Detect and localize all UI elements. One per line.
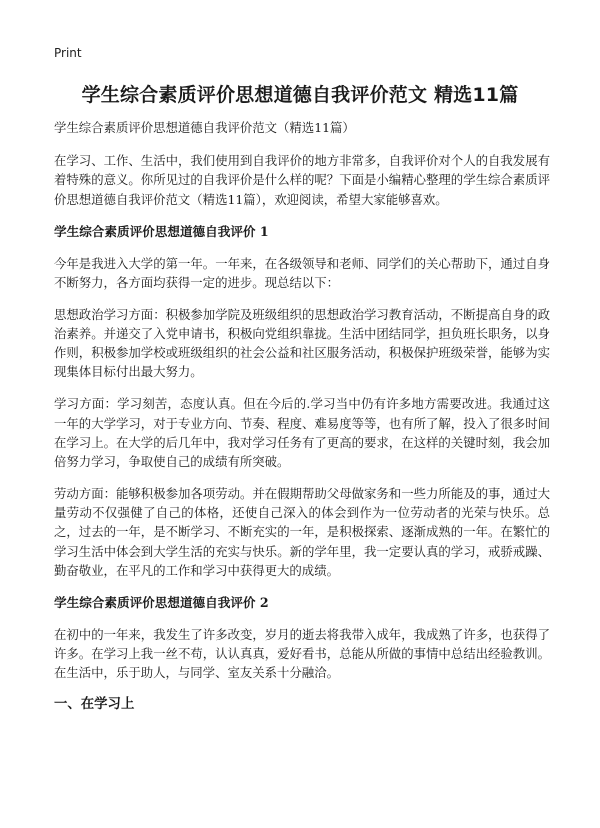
section-1-paragraph: 今年是我进入大学的第一年。一年来，在各级领导和老师、同学们的关心帮助下，通过自身不断努力，各方面均获得一定的进步。现总结以下： [54, 255, 550, 290]
section-1-heading: 学生综合素质评价思想道德自我评价 1 [54, 223, 269, 239]
print-link[interactable]: Print [54, 46, 82, 60]
section-1-paragraph: 思想政治学习方面：积极参加学院及班级组织的思想政治学习教育活动，不断提高自身的政治素养。并递交了入党申请书，积极向党组织靠拢。生活中团结同学，担负班长职务，以身作则，积极参加学校或班级组织的社会公益和社区服务活动，积极保护班级荣誉，能够为实现集体目标付出最大努力。 [54, 306, 550, 380]
section-1-paragraph: 学习方面：学习刻苦，态度认真。但在今后的.学习当中仍有许多地方需要改进。我通过这一年的大学学习，对于专业方向、节奏、程度、难易度等等，也有所了解，投入了很多时间在学习上。在大学的后几年中，我对学习任务有了更高的要求，在这样的关键时刻，我会加倍努力学习，争取使自己的成绩有所突破。 [54, 396, 550, 470]
article-subtitle: 学生综合素质评价思想道德自我评价范文（精选11篇） [54, 120, 355, 135]
article-body [54, 118, 550, 727]
intro-paragraph: 在学习、工作、生活中，我们使用到自我评价的地方非常多，自我评价对个人的自我发展有着特殊的意义。你所见过的自我评价是什么样的呢？下面是小编精心整理的学生综合素质评价思想道德自我评价范文（精选11篇），欢迎阅读，希望大家能够喜欢。 [54, 153, 550, 207]
section-2-paragraph: 在初中的一年来，我发生了许多改变，岁月的逝去将我带入成年，我成熟了许多，也获得了许多。在学习上我一丝不苟，认认真真，爱好看书，总能从所做的事情中总结出经验教训。在生活中，乐于助人，与同学、室友关系十分融洽。 [54, 626, 550, 681]
page-title: 学生综合素质评价思想道德自我评价范文 精选11篇 [81, 84, 519, 106]
section-1-paragraph: 劳动方面：能够积极参加各项劳动。并在假期帮助父母做家务和一些力所能及的事，通过大量劳动不仅强健了自己的体格，还使自己深入的体会到作为一位劳动者的光荣与快乐。总之，过去的一年，是不断学习、不断充实的一年，是积极探索、逐渐成熟的一年。在繁忙的学习生活中体会到大学生活的充实与快乐。新的学年里，我一定要认真的学习，戒骄戒躁、勤奋敬业，在平凡的工作和学习中获得更大的成绩。 [54, 486, 550, 578]
section-2-heading: 学生综合素质评价思想道德自我评价 2 [54, 594, 269, 610]
subsection-heading: 一、在学习上 [54, 696, 135, 713]
